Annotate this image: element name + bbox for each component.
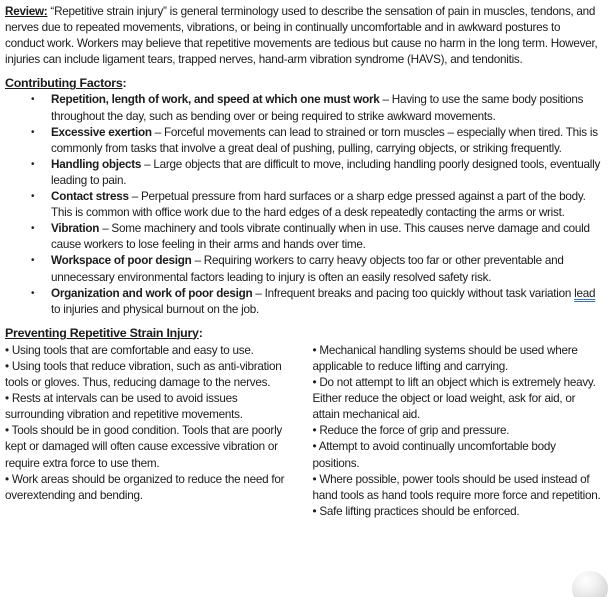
- factor-text: [51, 125, 602, 157]
- bullet-icon: •: [31, 191, 35, 203]
- bullet-icon: •: [31, 223, 35, 235]
- factor-term: Vibration: [51, 222, 100, 236]
- heading-colon: :: [198, 325, 203, 340]
- prevention-text: Do not attempt to lift an object which is extremely heavy. Either reduce the object or load weight, ask for aid, or attain mechanical aid.: [312, 376, 596, 422]
- factor-item: [5, 92, 602, 124]
- grammar-checked-word: lead: [574, 286, 596, 300]
- prevention-item: [5, 343, 295, 359]
- prevention-text: Using tools that are comfortable and easy to use.: [11, 343, 254, 357]
- review-paragraph: [5, 4, 602, 68]
- bullet-icon: •: [31, 94, 35, 106]
- factor-text: [51, 157, 602, 189]
- prevention-item: [313, 375, 603, 423]
- review-text: “Repetitive strain injury” is general terminology used to describe the sensation of pain in muscles, tendons, and nerves due to repeated movements, vibrations, or being in continually uncomfortable and in awkward postures to conduct work. Workers may believe that repetitive movements are tedious but cause no harm in the long term. However, injuries can include ligament tears, trapped nerves, hand-arm vibration syndrome (HAVS), and tendonitis.: [5, 5, 598, 67]
- preventing-heading: [5, 325, 602, 341]
- prevention-text: Where possible, power tools should be used instead of hand tools as hand tools require more force and repetition.: [312, 472, 601, 502]
- prevention-item: [5, 472, 295, 504]
- factor-desc: – Perpetual pressure from hard surfaces or a sharp edge pressed against a part of the body. This is common with office work due to the hard edges of a desk repeatedly contacting the arms or wrist.: [51, 190, 586, 220]
- factor-term: Contact stress: [51, 190, 129, 204]
- bullet-icon: •: [31, 255, 35, 267]
- factor-text: [51, 189, 602, 221]
- factor-desc-before: – Infrequent breaks and pacing too quickly without task variation: [255, 286, 575, 300]
- factor-item: [5, 189, 602, 221]
- prevention-text: Using tools that reduce vibration, such as anti-vibration tools or gloves. Thus, reducing damage to the nerves.: [5, 359, 282, 390]
- prevention-text: Safe lifting practices should be enforced.: [319, 504, 520, 518]
- factor-desc: – Requiring workers to carry heavy objects too far or other preventable and unnecessary environmental factors leading to injury is often an easily resolved safety risk.: [51, 254, 564, 284]
- bullet-icon: •: [31, 126, 35, 138]
- factor-text: [51, 221, 602, 253]
- prevention-item: [5, 359, 295, 391]
- prevention-text: Reduce the force of grip and pressure.: [319, 424, 510, 438]
- prevention-text: Work areas should be organized to reduce the need for overextending and bending.: [5, 472, 285, 502]
- prevention-text: Rests at intervals can be used to avoid issues surrounding vibration and repetitive movements.: [5, 392, 243, 422]
- prevention-item: [313, 423, 603, 439]
- bullet-icon: •: [5, 392, 9, 406]
- factor-desc: – Forceful movements can lead to strained or torn muscles – especially when tired. This is commonly from tasks that involve a great deal of pushing, pulling, carrying objects, or striking frequently.: [51, 125, 598, 155]
- factor-item: [5, 157, 602, 189]
- prevention-left-column: [5, 343, 295, 520]
- preventing-heading-text: Preventing Repetitive Strain Injury: [5, 325, 199, 340]
- factor-desc: – Having to use the same body positions throughout the day, such as bending over or being required to strike awkward movements.: [51, 93, 584, 123]
- bullet-icon: •: [31, 158, 35, 170]
- factor-term: Organization and work of poor design: [51, 286, 253, 300]
- contributing-factors-heading: [5, 75, 602, 91]
- prevention-item: [313, 504, 603, 520]
- factor-desc: – Large objects that are difficult to move, including handling poorly designed tools, eventually leading to pain.: [51, 157, 601, 187]
- factor-item: [5, 253, 602, 285]
- prevention-item: [5, 423, 295, 471]
- factor-item: [5, 286, 602, 318]
- contributing-factors-heading-text: Contributing Factors: [5, 76, 123, 91]
- bullet-icon: •: [312, 343, 317, 357]
- prevention-item: [313, 439, 603, 471]
- factor-text: [51, 92, 602, 124]
- bullet-icon: •: [5, 343, 9, 357]
- bullet-icon: •: [312, 472, 317, 486]
- glossy-sphere-image: [572, 571, 608, 597]
- bullet-icon: •: [312, 376, 317, 390]
- factor-term: Handling objects: [51, 157, 142, 171]
- prevention-item: [5, 391, 295, 423]
- contributing-factors-list: [5, 92, 602, 317]
- factor-text: [51, 286, 602, 318]
- factor-desc: – Some machinery and tools vibrate continually when in use. This causes nerve damage and could cause workers to lose feeling in their arms and hands over time.: [51, 222, 590, 252]
- bullet-icon: •: [5, 472, 9, 486]
- factor-term: Repetition, length of work, and speed at which one must work: [51, 93, 380, 107]
- review-heading: Review:: [5, 5, 48, 18]
- bullet-icon: •: [5, 424, 9, 438]
- bullet-icon: •: [5, 359, 9, 373]
- prevention-text: Attempt to avoid continually uncomfortable body positions.: [312, 440, 556, 470]
- factor-term: Workspace of poor design: [51, 254, 192, 268]
- bullet-icon: •: [312, 424, 317, 438]
- factor-item: [5, 125, 602, 157]
- prevention-right-column: [313, 343, 603, 520]
- prevention-columns: [5, 343, 602, 520]
- prevention-item: [313, 343, 603, 375]
- bullet-icon: •: [312, 504, 317, 518]
- factor-text: [51, 253, 602, 285]
- prevention-text: Tools should be in good condition. Tools that are poorly kept or damaged will often cause excessive vibration or require extra force to use them.: [5, 424, 283, 470]
- prevention-text: Mechanical handling systems should be used where applicable to reduce lifting and carrying.: [312, 343, 578, 373]
- heading-colon: :: [122, 76, 127, 91]
- prevention-item: [313, 472, 603, 504]
- factor-item: [5, 221, 602, 253]
- bullet-icon: •: [312, 440, 317, 454]
- factor-term: Excessive exertion: [51, 125, 152, 139]
- factor-desc-after: to injuries and physical burnout on the job.: [51, 302, 259, 316]
- bullet-icon: •: [31, 287, 35, 299]
